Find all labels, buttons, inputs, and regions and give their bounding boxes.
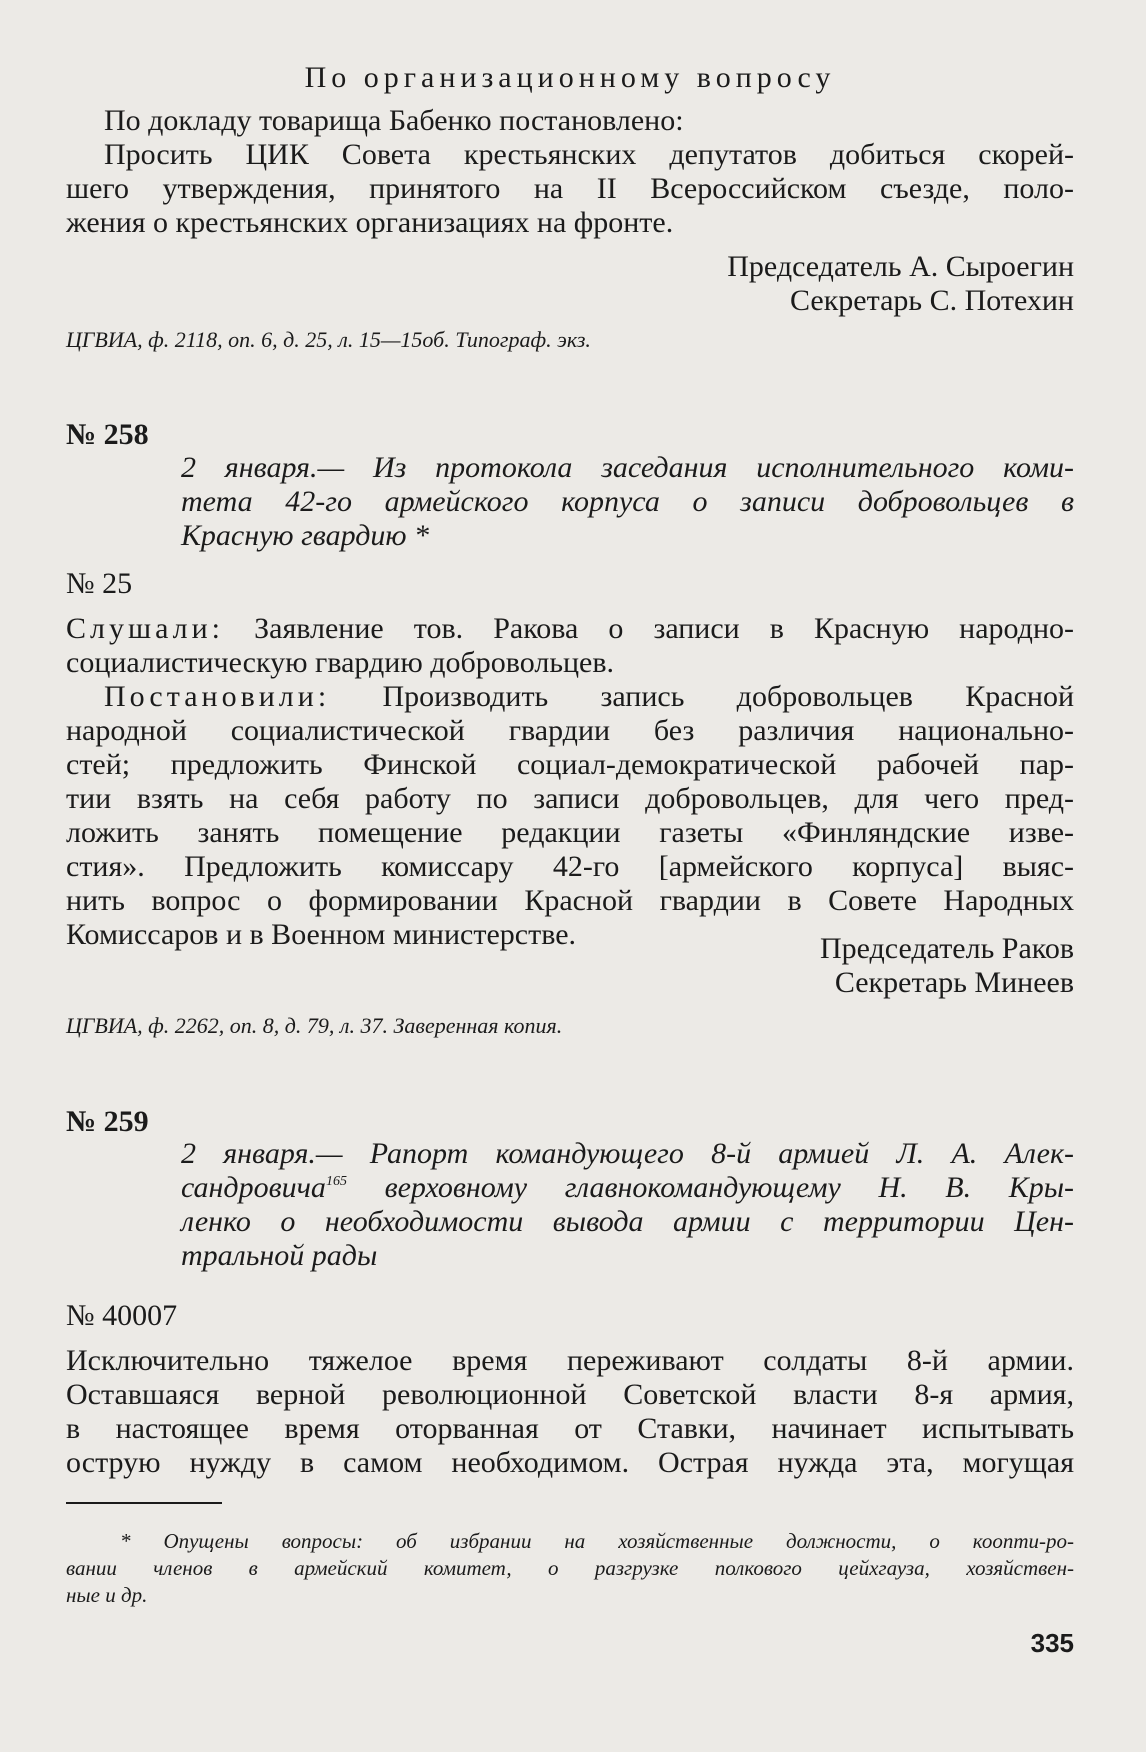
document-heading-line: ленко о необходимости вывода армии с территории Цен- (181, 1205, 1074, 1238)
heading-text: верховному главнокомандующему Н. В. Кры- (346, 1171, 1074, 1204)
document-number: № 258 (66, 418, 149, 451)
signature-secretary: Секретарь Минеев (834, 966, 1074, 999)
signature-chairman: Председатель Раков (819, 932, 1074, 965)
telegram-number: № 40007 (66, 1299, 178, 1332)
heading-text: сандровича (181, 1171, 326, 1204)
heard-text: Заявление тов. Ракова о записи в Красную народно- (254, 612, 1074, 645)
paragraph-line: стия». Предложить комиссару 42-го [армейского корпуса] выяс- (66, 850, 1074, 883)
document-heading-line: Красную гвардию * (181, 519, 430, 552)
document-heading-line: 2 января.— Рапорт командующего 8-й армией Л. А. Алек- (181, 1137, 1074, 1170)
document-heading-line: тета 42-го армейского корпуса о записи добровольцев в (181, 485, 1074, 518)
paragraph-line: ложить занять помещение редакции газеты «Финляндские изве- (66, 816, 1074, 849)
paragraph-line: нить вопрос о формировании Красной гвардии в Совете Народных (66, 884, 1074, 917)
resolved-label: Постановили: (104, 680, 331, 713)
paragraph-line: Исключительно тяжелое время переживают солдаты 8-й армии. (66, 1344, 1074, 1377)
signature-secretary: Секретарь С. Потехин (790, 284, 1074, 317)
heard-line (66, 611, 1074, 647)
paragraph-line: тии взять на себя работу по записи добровольцев, для чего пред- (66, 782, 1074, 815)
archive-source: ЦГВИА, ф. 2118, оп. 6, д. 25, л. 15—15об. Типограф. экз. (66, 327, 591, 352)
footnote-rule (66, 1502, 222, 1504)
section-intro: По докладу товарища Бабенко постановлено: (104, 104, 684, 137)
document-heading-line: 2 января.— Из протокола заседания исполнительного коми- (181, 451, 1074, 484)
page-number: 335 (1030, 1628, 1074, 1658)
resolved-line (66, 679, 1074, 715)
footnote-line: вании членов в армейский комитет, о разгрузке полкового цейхгауза, хозяйствен- (66, 1556, 1074, 1580)
protocol-number: № 25 (66, 567, 133, 600)
heard-label: Слушали: (66, 612, 225, 645)
paragraph-line: Комиссаров и в Военном министерстве. (66, 918, 577, 951)
archive-source: ЦГВИА, ф. 2262, оп. 8, д. 79, л. 37. Заверенная копия. (66, 1013, 563, 1038)
paragraph-line: стей; предложить Финской социал-демократической рабочей пар- (66, 748, 1074, 781)
footnote-line: ные и др. (66, 1583, 148, 1607)
paragraph-line: в настоящее время оторванная от Ставки, начинает испытывать (66, 1412, 1074, 1445)
document-heading-line: тральной рады (181, 1239, 378, 1272)
paragraph-line: Просить ЦИК Совета крестьянских депутатов добиться скорей- (104, 138, 1074, 171)
footnote-line: * Опущены вопросы: об избрании на хозяйственные должности, о коопти-ро- (120, 1529, 1074, 1553)
document-number: № 259 (66, 1105, 149, 1138)
paragraph-line: Оставшаяся верной революционной Советской власти 8-я армия, (66, 1378, 1074, 1411)
section-title: По организационному вопросу (304, 61, 836, 94)
document-heading-line (181, 1170, 1074, 1206)
paragraph-line: острую нужду в самом необходимом. Острая нужда эта, могущая (66, 1446, 1074, 1479)
footnote-ref: 165 (325, 1174, 347, 1189)
paragraph-line: народной социалистической гвардии без различия национально- (66, 714, 1074, 747)
resolved-text: Производить запись добровольцев Красной (382, 680, 1075, 713)
paragraph-line: шего утверждения, принятого на II Всероссийском съезде, поло- (66, 172, 1074, 205)
paragraph-line: жения о крестьянских организациях на фронте. (66, 206, 674, 239)
paragraph-line: социалистическую гвардию добровольцев. (66, 646, 615, 679)
signature-chairman: Председатель А. Сыроегин (727, 250, 1074, 283)
